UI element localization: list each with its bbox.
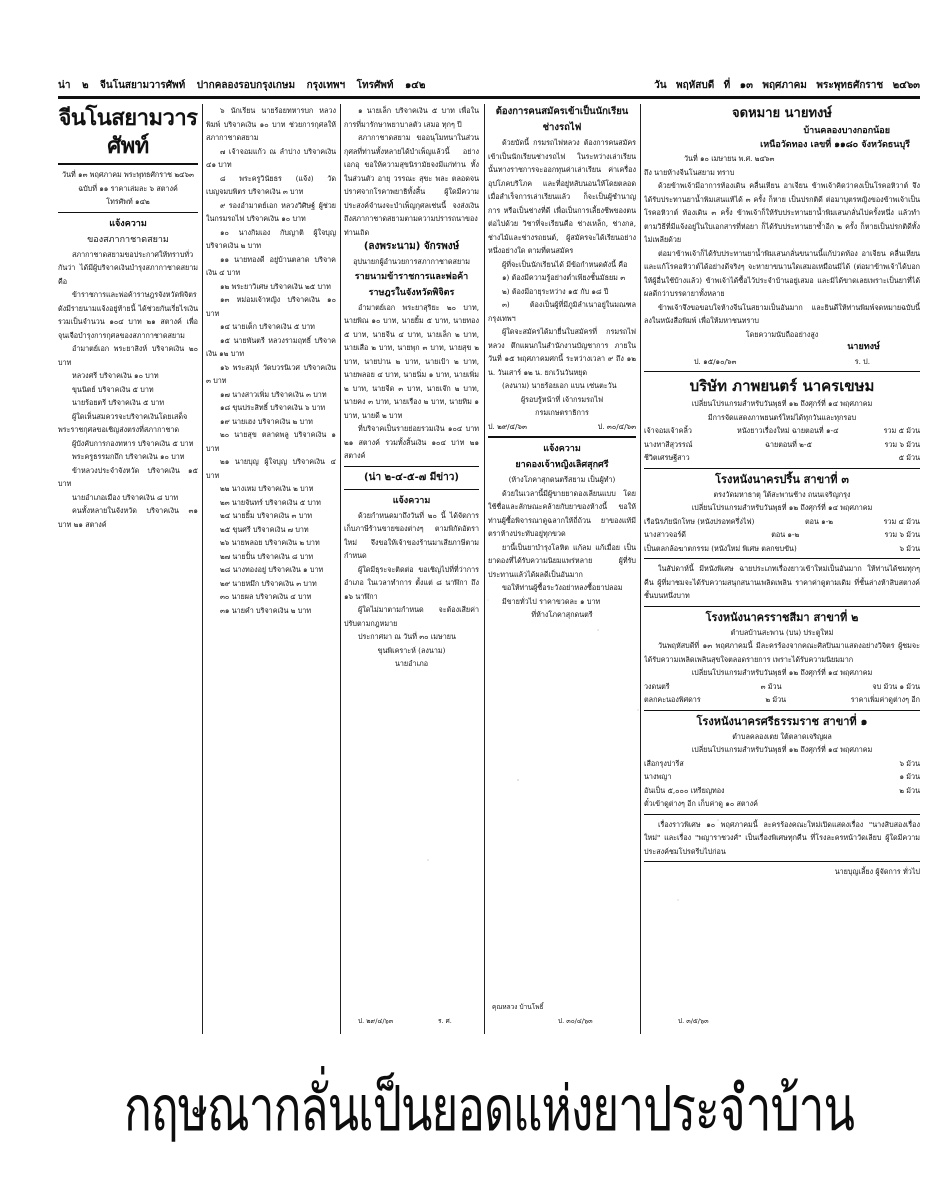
paragraph: ด้วยในเวลานี้มีผู้ขายยาดองเลียนแบบ โดยใช้ชื่อและลักษณะคล้ายกับยาของห้างนี้ ขอให้ท่านผู้ซื้อพิจารณาดูฉลากให้ถี่ถ้วน ยาของแท้มีตราห้างประทับอยู่ทุกขวด xyxy=(488,488,636,538)
signature-title: กรมเกษตราธิการ xyxy=(535,408,589,417)
notice-heading: แจ้งความ xyxy=(543,444,581,454)
program-reels: รวม ๕ ม้วน xyxy=(883,426,920,435)
letter-footer-date: ป. ๑๕/๑๐/๖๓ xyxy=(694,356,737,366)
donor-entry: ๒๐ นายสุข ตลาดพลู บริจาคเงิน ๑ บาท xyxy=(206,430,336,453)
donor-entry: ๑๐ นางกิมเอง กับญาติ ผู้ใจบุญ บริจาคเงิน ๒ บาท xyxy=(206,227,336,250)
divider xyxy=(644,814,920,815)
program-row xyxy=(644,451,920,465)
cinema-4-line: เปลี่ยนโปรแกรมสำหรับวันพุธที่ ๑๒ ถึงศุกร์ที่ ๑๔ พฤศภาคม xyxy=(691,745,873,754)
program-name: ชีวิตเศรษฐีสาว xyxy=(644,453,690,462)
donor-entry: ๒๘ นางทองอยู่ บริจาคเงิน ๑ บาท xyxy=(220,565,324,574)
cinema-3-line: ตำบลบ้านสะพาน (บน) ประตูใหม่ xyxy=(730,627,834,637)
donor-entry: ๗ เจ้าจอมแก้ว ณ ลำปาง บริจาคเงิน ๔๑ บาท xyxy=(206,146,336,169)
program-name: เสือกรุงปารีส xyxy=(644,758,684,768)
date-row xyxy=(488,420,636,434)
paragraph: นายอำเภอเมือง บริจาคเงิน ๘ บาท xyxy=(72,492,179,502)
letter-closing: โดยความนับถืออย่างสูง xyxy=(745,329,819,339)
paragraph: ข้าหลวงประจำจังหวัด บริจาคเงิน ๑๕ บาท xyxy=(58,465,198,488)
program-reels: รวม ๖ ม้วน xyxy=(884,439,920,449)
program-name: นางทาสีสุวรรณ์ xyxy=(644,439,693,449)
donor-entry: ๑๕ นายพันตรี หลวงรามฤทธิ์ บริจาคเงิน ๑๒ บาท xyxy=(206,335,336,358)
donor-list: อำมาตย์เอก พระยาสุริยะ ๒๐ บาท, นายพิณ ๑๐ บาท, นายยิ้ม ๕ บาท, นายทอง ๕ บาท, นายจีน ๔ บาท, นายเล็ก ๒ บาท, นายเสือ ๒ บาท, นายพุก ๓ บาท, นายสุข ๒ บาท, นายปาน ๒ บาท, นายเป้า ๒ บาท, นายพลอย ๔ บาท, นายนิ่ม ๑ บาท, นายเพิ่ม ๒ บาท, นายจีด ๓ บาท, นายเจ๊ก ๒ บาท, นายคง ๓ บาท, นายเรือง ๒ บาท, นายทิม ๑ บาท, นายดี ๒ บาท xyxy=(344,302,479,420)
donor-entry: ๒๑ นายบุญ ผู้ใจบุญ บริจาคเงิน ๔ บาท xyxy=(206,457,336,480)
paragraph: พระครูธรรมกถึก บริจาคเงิน ๑๐ บาท xyxy=(72,452,185,461)
program-row xyxy=(644,424,920,438)
cinema-2-note: ในสัปดาห์นี้ มีหนังพิเศษ ฉายประเภทเรื่องยาวเข้าใหม่เป็นอันมาก ให้ท่านได้ชมทุกๆ คืน ผู้ที่มาชมจะได้รับความสนุกสนานเพลิดเพลิน ราคาค่าดูตามเดิม ที่ชั้นล่างห้าสิบสตางค์ ชั้นบนหนึ่งบาท xyxy=(644,564,920,600)
signature: ขุนพิเคราะห์ (ลงนาม) xyxy=(377,645,446,655)
donor-entry: ๒๙ นายหมึก บริจาคเงิน ๓ บาท xyxy=(220,578,317,588)
bottom-notice: เรื่องราวพิเศษ ๑๐ พฤศภาคมนี้ ละครร้องคณะใหม่เปิดแสดงเรื่อง "นางสิบสองเรื่องใหม่" และเรื่อง "พญาราชวงศ์" เป็นเรื่องพิเศษทุกคืน ที่โรงละครหน้าวัดเลียบ ผู้ใดมีความประสงค์ชมโปรดรีบไปก่อน xyxy=(644,819,920,856)
program-detail: ๒ ม้วน xyxy=(765,695,787,704)
paragraph: ข้าราชการและพ่อค้าราษฎรจังหวัดพิจิตร ดังมีรายนามแจ้งอยู่ท้ายนี้ ได้ช่วยกันเรี่ยไรเงินรวมเป็นจำนวน ๑๐๔ บาท ๒๑ สตางค์ เพื่อจุนเจือบำรุงการกุศลของสภากาชาดสยาม xyxy=(58,290,198,340)
divider xyxy=(344,489,479,490)
letter-footer xyxy=(644,355,920,369)
donor-entry: ๑๙ นายเฮง บริจาคเงิน ๒ บาท xyxy=(220,416,313,426)
program-detail: ฉายตอนที่ ๒-๕ xyxy=(765,439,812,449)
program-reels: ๖ ม้วน xyxy=(899,758,920,768)
donor-entry: ๑๓ หม่อมเจ้าหญิง บริจาคเงิน ๑๐ บาท xyxy=(206,295,336,318)
signature-title: นายอำเภอ xyxy=(394,659,429,668)
col3-footer-date: ป. ๒๙/๔/๖๓ xyxy=(358,1017,394,1025)
donor-entry: ๖ นักเรียน นายร้อยทหารบก หลวงพิมพ์ บริจาคเงิน ๑๐ บาท ช่วยการกุศลให้สภากาชาดสยาม xyxy=(206,106,336,142)
cinema-2-title: โรงหนังนาครปริ้น สาขาที่ ๓ xyxy=(715,472,849,486)
program-detail: ตอน ๑-๒ xyxy=(771,530,800,539)
paragraph: ขอให้ท่านผู้ซื้อระวังอย่าหลงซื้อยาปลอม xyxy=(502,583,623,592)
column-2 xyxy=(206,104,336,1034)
divider xyxy=(344,466,479,467)
paragraph: สภากาชาดสยามขอประกาศให้ทราบทั่วกันว่า ได้มีผู้บริจาคเงินบำรุงสภากาชาดสยาม คือ xyxy=(58,249,198,286)
notice-subheading: ของสภากาชาดสยาม xyxy=(87,234,169,245)
paragraph: มีขายทั่วไป ราคาขวดละ ๑ บาท xyxy=(502,596,601,606)
notice-heading: แจ้งความ xyxy=(392,495,431,506)
program-name: นางสาวจอร์ดี xyxy=(644,530,686,539)
issue-info: โทรศัพท์ ๑๔๒ xyxy=(106,197,150,206)
program-name: นางพญา xyxy=(644,772,672,781)
paragraph: นายร้อยตรี บริจาคเงิน ๕ บาท xyxy=(72,398,165,407)
paragraph: ที่ห้างโภคาสุกดนตรี xyxy=(531,610,593,619)
divider xyxy=(644,606,920,607)
col4-footer-date: ป. ๓๐/๔/๖๓ xyxy=(558,1017,593,1025)
date-left: ป. ๒๙/๔/๖๓ xyxy=(488,421,527,431)
program-row xyxy=(644,680,920,694)
donor-entry: ๑๘ ขุนประสิทธิ์ บริจาคเงิน ๖ บาท xyxy=(220,403,326,412)
paragraph: ผู้บังคับการกองทหาร บริจาคเงิน ๕ บาท xyxy=(72,438,194,448)
program-reels: จบ ม้วน ๑ ม้วน xyxy=(872,681,920,691)
cinema-1-line: มีการจัดแสดงภาพยนตร์ใหม่ได้ทุกวันและทุกรอบ xyxy=(707,412,857,422)
cinema-4-price: ตั๋วเข้าดูต่างๆ อีก เก็บค่าดู ๑๐ สตางค์ xyxy=(644,799,758,808)
cinema-1-line: เปลี่ยนโปรแกรมสำหรับวันพุธที่ ๑๒ ถึงศุกร์ที่ ๑๔ พฤศภาคม xyxy=(691,399,873,408)
donor-entry: ๑๑ นายทองดี อยู่บ้านตลาด บริจาคเงิน ๔ บาท xyxy=(206,254,336,277)
donor-entry: ๒๖ นายพลอย บริจาคเงิน ๒ บาท xyxy=(220,538,320,547)
newspaper-page xyxy=(58,0,920,1200)
donor-entry: ๒๗ นายปั้น บริจาคเงิน ๘ บาท xyxy=(220,551,314,561)
donor-entry: ๑๒ พระยาวิเศษ บริจาคเงิน ๒๕ บาท xyxy=(220,281,331,291)
issue-info: วันที่ ๑๓ พฤศภาคม พระพุทธศักราช ๒๔๖๓ xyxy=(62,170,194,179)
column-divider xyxy=(340,104,341,1034)
donor-entry: ๘ พระครูวินัยธร (แจ้ง) วัดเบญจมบพิตร บริจาคเงิน ๓ บาท xyxy=(206,173,336,196)
divider xyxy=(644,558,920,559)
requirement: ๓) ต้องเป็นผู้ที่มีภูมิลำเนาอยู่ในมณฑลกรุงเทพฯ xyxy=(488,300,636,323)
col3-footer-sign: ร. ศ. xyxy=(438,1017,452,1025)
program-row xyxy=(644,784,920,798)
letter-greeting: ถึง นายห้างจีนโนสยาม ทราบ xyxy=(644,167,735,177)
letter-title: จดหมาย นายทงษ์ xyxy=(732,106,832,121)
program-name: เรือนิรภัยนักโทษ (หนังปรอทครึ่งไฟ) xyxy=(644,516,755,526)
divider xyxy=(58,212,198,213)
paragraph: ที่บริจาคเป็นรายย่อยรวมเงิน ๑๐๔ บาท ๒๑ สตางค์ รวมทั้งสิ้นเงิน ๑๐๔ บาท ๒๑ สตางค์ xyxy=(344,424,479,460)
paragraph: ผู้ใดจะสมัครได้มายื่นใบสมัครที่ กรมรถไฟหลวง ตึกแผนกในสำนักงานบัญชาการ ภายในวันที่ ๑๕ พฤศภาคมศกนี้ ระหว่างเวลา ๙ ถึง ๑๒ น. วันเสาร์ ๑๒ น. ยกเว้นวันหยุด xyxy=(488,327,636,377)
cinema-4-title: โรงหนังนาครศรีธรรมราช สาขาที่ ๑ xyxy=(696,714,868,728)
paragraph: ประกาศมา ณ วันที่ ๓๐ เมษายน xyxy=(358,632,456,641)
program-name: วงดนตรี xyxy=(644,681,670,691)
donor-entry: ๑๔ นายเต็ก บริจาคเงิน ๕ บาท xyxy=(220,322,315,331)
letter-footer-sign: ร. ป. xyxy=(854,356,870,366)
signature: (ลงพระนาม) จักรพงษ์ xyxy=(363,241,460,252)
paragraph: ผู้ใดมีธุระจะติดต่อ ขอเชิญไปที่ที่ว่าการอำเภอ ในเวลาทำการ ตั้งแต่ ๘ นาฬิกา ถึง ๑๖ นาฬิกา xyxy=(344,564,479,601)
divider xyxy=(644,861,920,862)
donor-list-heading: รายนามข้าราชการและพ่อค้าราษฎรในจังหวัดพิจิตร xyxy=(354,271,469,298)
program-reels: ๑ ม้วน xyxy=(899,772,920,781)
letter-paragraph: ข้าพเจ้าจึงขอขอบใจห้างจีนโนสยามเป็นอันมาก และยินดีให้ท่านพิมพ์จดหมายฉบับนี้ลงในหนังสือพิมพ์ เพื่อให้มหาชนทราบ xyxy=(644,302,920,325)
page-label: น่า xyxy=(58,80,71,91)
paragraph: ๑ นายเล็ก บริจาคเงิน ๕ บาท เพื่อในการที่มารักษาพยาบาลตัว เสมอ ทุกๆ ปี xyxy=(344,106,479,129)
letter-address-1: บ้านคลองบางกอกน้อย xyxy=(803,126,890,136)
program-row xyxy=(644,438,920,452)
page-number: ๒ xyxy=(81,80,89,91)
signature-title: ผู้รอบรู้หน้าที่ เจ้ากรมรถไฟ xyxy=(520,394,604,404)
notice-sub2: (ห้างโภคาสุกดนตรีสยาม เป็นผู้ทำ) xyxy=(508,475,616,484)
column-1 xyxy=(58,104,198,1034)
notice-subheading: ยาดองเจ้าหญิงเลิศสุกศรี xyxy=(515,460,609,470)
paragraph: คนทั้งหลายในจังหวัด บริจาคเงิน ๓๑ บาท ๒๑ สตางค์ xyxy=(58,506,198,529)
program-row xyxy=(644,528,920,542)
program-name: เป็นตลกล้อฆาตกรรม (หนังใหม่ พิเศษ ตลกขบขัน) xyxy=(644,543,797,553)
divider xyxy=(488,436,636,438)
signature-title: อุปนายกผู้อำนวยการสภากาชาดสยาม xyxy=(353,257,470,266)
paragraph: ผู้ใดเห็นสมควรจะบริจาคเงินโดยเสด็จพระราชกุศลขอเชิญส่งตรงที่สภากาชาด xyxy=(58,411,188,434)
ad-box: (น่า ๒-๔-๕-๗ มีข่าว) xyxy=(364,471,459,483)
cinema-3-paragraph: วันพฤหัสบดีที่ ๑๓ พฤศภาคมนี้ มีละครร้องจากคณะศิลปินมาแสดงอย่างวิจิตร ผู้ชมจะได้รับความเพลิดเพลินสุขใจตลอดรายการ เพราะได้รับความนิยมมาก xyxy=(644,641,920,664)
paragraph: ผู้ที่จะเป็นนักเรียนได้ มีข้อกำหนดดังนี้ คือ xyxy=(502,259,628,269)
donor-entry: ๒๓ นายจันทร์ บริจาคเงิน ๕ บาท xyxy=(220,497,321,507)
col4-footer-left: คุณหลวง บ้านโพธิ์ xyxy=(492,1003,544,1011)
letter-signature: นายทงษ์ xyxy=(847,342,880,352)
program-reels: รวม ๔ ม้วน xyxy=(883,516,920,526)
program-row xyxy=(644,770,920,784)
signature: (ลงนาม) นายร้อยเอก แบน เซ่นตะวัน xyxy=(502,381,617,390)
donor-entry: ๑๗ นางสาวเพิ่ม บริจาคเงิน ๓ บาท xyxy=(220,389,327,399)
program-reels: ราคาเพิ่มค่าดูต่างๆ อีก xyxy=(850,695,920,704)
donor-entry: ๙ รองอำมาตย์เอก หลวงวิศิษฐ์ ผู้ช่วยในกรมรถไฟ บริจาคเงิน ๑๐ บาท xyxy=(206,200,336,223)
program-row xyxy=(644,757,920,771)
date-right: ป. ๓๐/๔/๖๓ xyxy=(597,421,636,431)
cinema-4-line: ตำบลคลองเตย ใต้ตลาดเจริญผล xyxy=(732,731,832,741)
letter-address-2: เหนือวัดทอง เลขที่ ๑๑๘๐ จังหวัดธนบุรี xyxy=(760,140,910,150)
paragraph: อำมาตย์เอก พระยาสิงห์ บริจาคเงิน ๒๐ บาท xyxy=(58,344,198,367)
cinema-2-line: เปลี่ยนโปรแกรมสำหรับวันพุธที่ ๑๒ ถึงศุกร์ที่ ๑๔ พฤศภาคม xyxy=(691,503,873,512)
letter-date: วันที่ ๑๐ เมษายน พ.ศ. ๒๔๖๓ xyxy=(684,154,775,163)
bottom-signature: นายบุญเลี้ยง ผู้จัดการ ทั่วไป xyxy=(834,867,920,876)
divider xyxy=(644,710,920,711)
cinema-2-line: ตรงวัดมหาธาตุ ใต้สะพานช้าง ถนนเจริญกรุง xyxy=(713,489,851,499)
program-reels: ๖ ม้วน xyxy=(899,543,920,553)
program-detail: ตอน ๑-๒ xyxy=(804,516,834,526)
masthead-publisher: จีนโนสยามวารศัพท์ ปากคลองรอบกรุงเกษม กรุงเทพฯ โทรศัพท์ ๑๔๒ xyxy=(100,80,426,91)
divider xyxy=(58,163,198,165)
donor-entry: ๑๖ พระสมุห์ วัดบวรนิเวศ บริจาคเงิน ๓ บาท xyxy=(206,362,336,385)
column-divider xyxy=(640,104,641,1034)
donor-entry: ๒๔ นายยิ้ม บริจาคเงิน ๓ บาท xyxy=(220,511,313,520)
requirement: ๒) ต้องมีอายุระหว่าง ๑๕ กับ ๑๘ ปี xyxy=(502,286,609,296)
col5-footer-date: ป. ๓/๕/๖๓ xyxy=(678,1017,709,1025)
column-3 xyxy=(344,104,479,1034)
column-5 xyxy=(644,104,920,1034)
paragraph: ผู้ใดไม่มาตามกำหนด จะต้องเสียค่าปรับตามกฎหมาย xyxy=(344,605,479,628)
cinema-1-title: บริษัท ภาพยนตร์ นาครเขษม xyxy=(689,377,875,395)
paragraph: สภากาชาดสยาม ขออนุโมทนาในส่วนกุศลที่ท่านทั้งหลายได้บำเพ็ญแล้วนี้ อย่างเอกอุ ขอให้ความสุขนิรามัยจงมีแก่ท่าน ทั้งในส่วนตัว อายุ วรรณะ สุขะ พละ ตลอดจนปราศจากโรคาพยาธิทั้งสิ้น ผู้ใดมีความประสงค์จำนงจะบำเพ็ญกุศลเช่นนี้ จงส่งเงินถึงสภากาชาดสยามตามความปรารถนาของท่านเถิด xyxy=(344,133,479,237)
divider xyxy=(644,371,920,372)
requirement: ๑) ต้องมีความรู้อย่างต่ำเพียงชั้นมัธยม ๓ xyxy=(502,273,626,282)
paragraph: ขุนนิตย์ บริจาคเงิน ๕ บาท xyxy=(72,384,154,394)
notice-heading: แจ้งความ xyxy=(109,218,147,229)
program-detail: ๓ ม้วน xyxy=(760,681,782,691)
paragraph: ยานี้เป็นยาบำรุงโลหิต แก้ลม แก้เมื่อย เป็นยาดองที่ได้รับความนิยมแพร่หลาย ผู้ที่รับประทานแล้วได้ผลดีเป็นอันมาก xyxy=(488,542,636,579)
program-reels: รวม ๖ ม้วน xyxy=(884,530,920,539)
paragraph: ด้วยบัดนี้ กรมรถไฟหลวง ต้องการคนสมัครเข้าเป็นนักเรียนช่างรถไฟ ในระหว่างเล่าเรียนนั้นทางราชการจะออกทุนค่าเล่าเรียน ค่าเครื่องอุปโภคบริโภค และที่อยู่หลับนอนให้โดยตลอด เมื่อสำเร็จการเล่าเรียนแล้ว ก็จะเป็นผู้ชำนาญการ หรือเป็นช่างที่ดี เพื่อเป็นการเลี้ยงชีพของตนต่อไปด้วย วิชาที่จะเรียนคือ ช่างเหล็ก, ช่างกล, ช่างไม้และช่างรถยนต์, ผู้สมัครจะได้เรียนอย่างหนึ่งอย่างใด ตามที่ตนสมัคร xyxy=(488,138,636,255)
donor-entry: ๓๑ นายคำ บริจาคเงิน ๒ บาท xyxy=(220,605,312,615)
divider xyxy=(644,468,920,469)
program-reels: ๕ ม้วน xyxy=(898,453,920,462)
masthead xyxy=(58,78,920,96)
cinema-3-title: โรงหนังนาครราชสีมา สาขาที่ ๒ xyxy=(705,610,859,624)
program-row xyxy=(644,542,920,556)
column-4 xyxy=(488,104,636,1034)
issue-info: ฉบับที่ ๑๑ ราคาเล่มละ ๖ สตางค์ xyxy=(78,183,178,193)
donor-entry: ๒๒ นางเหม บริจาคเงิน ๒ บาท xyxy=(220,484,314,493)
program-row xyxy=(644,693,920,707)
masthead-date: วัน พฤหัสบดี ที่ ๑๓ พฤศภาคม พระพุทธศักราช ๒๔๖๓ xyxy=(654,80,920,91)
paragraph: หลวงศรี บริจาคเงิน ๑๐ บาท xyxy=(72,371,159,380)
donor-entry: ๓๐ นายผล บริจาคเงิน ๔ บาท xyxy=(220,592,312,601)
banner-ad: กฤษณากลั่นเป็นยอดแห่งยาประจำบ้าน xyxy=(124,1072,854,1146)
program-reels: ๒ ม้วน xyxy=(899,785,920,795)
letter-paragraph: ด้วยข้าพเจ้ามีอาการท้องเดิน คลื่นเหียน อาเจียน ข้าพเจ้าคิดว่าคงเป็นโรคอหิวาต์ จึงได้รับประทานยาน้ำพิมเสนแท้ได้ ๓ ครั้ง ก็หาย เป็นปรกติดี ต่อมาบุตรหญิงของข้าพเจ้าเป็นโรคอหิวาต์ ท้องเดิน ๓ ครั้ง ข้าพเจ้าก็ให้รับประทานยาน้ำพิมเสนกลั่นไปครั้งหนึ่ง แล้วทำตามวิธีที่มีแจ้งอยู่ในใบเอกสารที่ห่อยา ก็ได้รับประทานยาซ้ำอีก ๒ ครั้ง ก็หายเป็นปรกติดีทั้งไม่เพลียด้วย xyxy=(644,181,920,244)
column-divider xyxy=(202,104,203,1034)
program-name: อันเป็น ๕,๐๐๐ เหรียญทอง xyxy=(644,785,725,795)
program-name: เจ้าจอมเจ้าคลิ้ว xyxy=(644,426,692,435)
cinema-3-line: เปลี่ยนโปรแกรมสำหรับวันพุธที่ ๑๒ ถึงศุกร์ที่ ๑๔ พฤศภาคม xyxy=(691,668,873,677)
column-divider xyxy=(484,104,485,1034)
masthead-left xyxy=(58,78,425,93)
letter-paragraph: ต่อมาข้าพเจ้าก็ได้รับประทานยาน้ำพิมเสนกลั่นขนานนี้แก้ปวดท้อง อาเจียน คลื่นเหียน และแก้โรคอหิวาต์ได้อย่างดีจริงๆ จะหายาขนานใดเสมอเหมือนมิได้ (ต่อมาข้าพเจ้าได้บอกให้ผู้อื่นใช้บ้างแล้ว) ข้าพเจ้าได้ซื้อไว้ประจำบ้านอยู่เสมอ และมิได้ขาดเลยเพราะเป็นยาที่ได้ผลดีกว่าบรรดายาทั้งหลาย xyxy=(644,248,920,298)
paper-title: จีนโนสยามวารศัพท์ xyxy=(58,105,198,159)
paragraph: ด้วยกำหนดมาถึงวันที่ ๒๐ นี้ ได้จัดการเก็บภาษีร้านขายของต่างๆ ตามพิกัดอัตราใหม่ จึงขอให้เจ้าของร้านมาเสียภาษีตามกำหนด xyxy=(344,510,479,560)
masthead-rule xyxy=(58,96,920,99)
ad-heading: ต้องการคนสมัครเข้าเป็นนักเรียนช่างรถไฟ xyxy=(495,106,629,133)
program-detail: หนังยาวเรื่องใหม่ ฉายตอนที่ ๑-๔ xyxy=(737,426,839,435)
program-row xyxy=(644,515,920,529)
donor-entry: ๒๕ ขุนศรี บริจาคเงิน ๗ บาท xyxy=(220,524,309,534)
program-name: ตลกคะนองพิศดาร xyxy=(644,695,701,704)
